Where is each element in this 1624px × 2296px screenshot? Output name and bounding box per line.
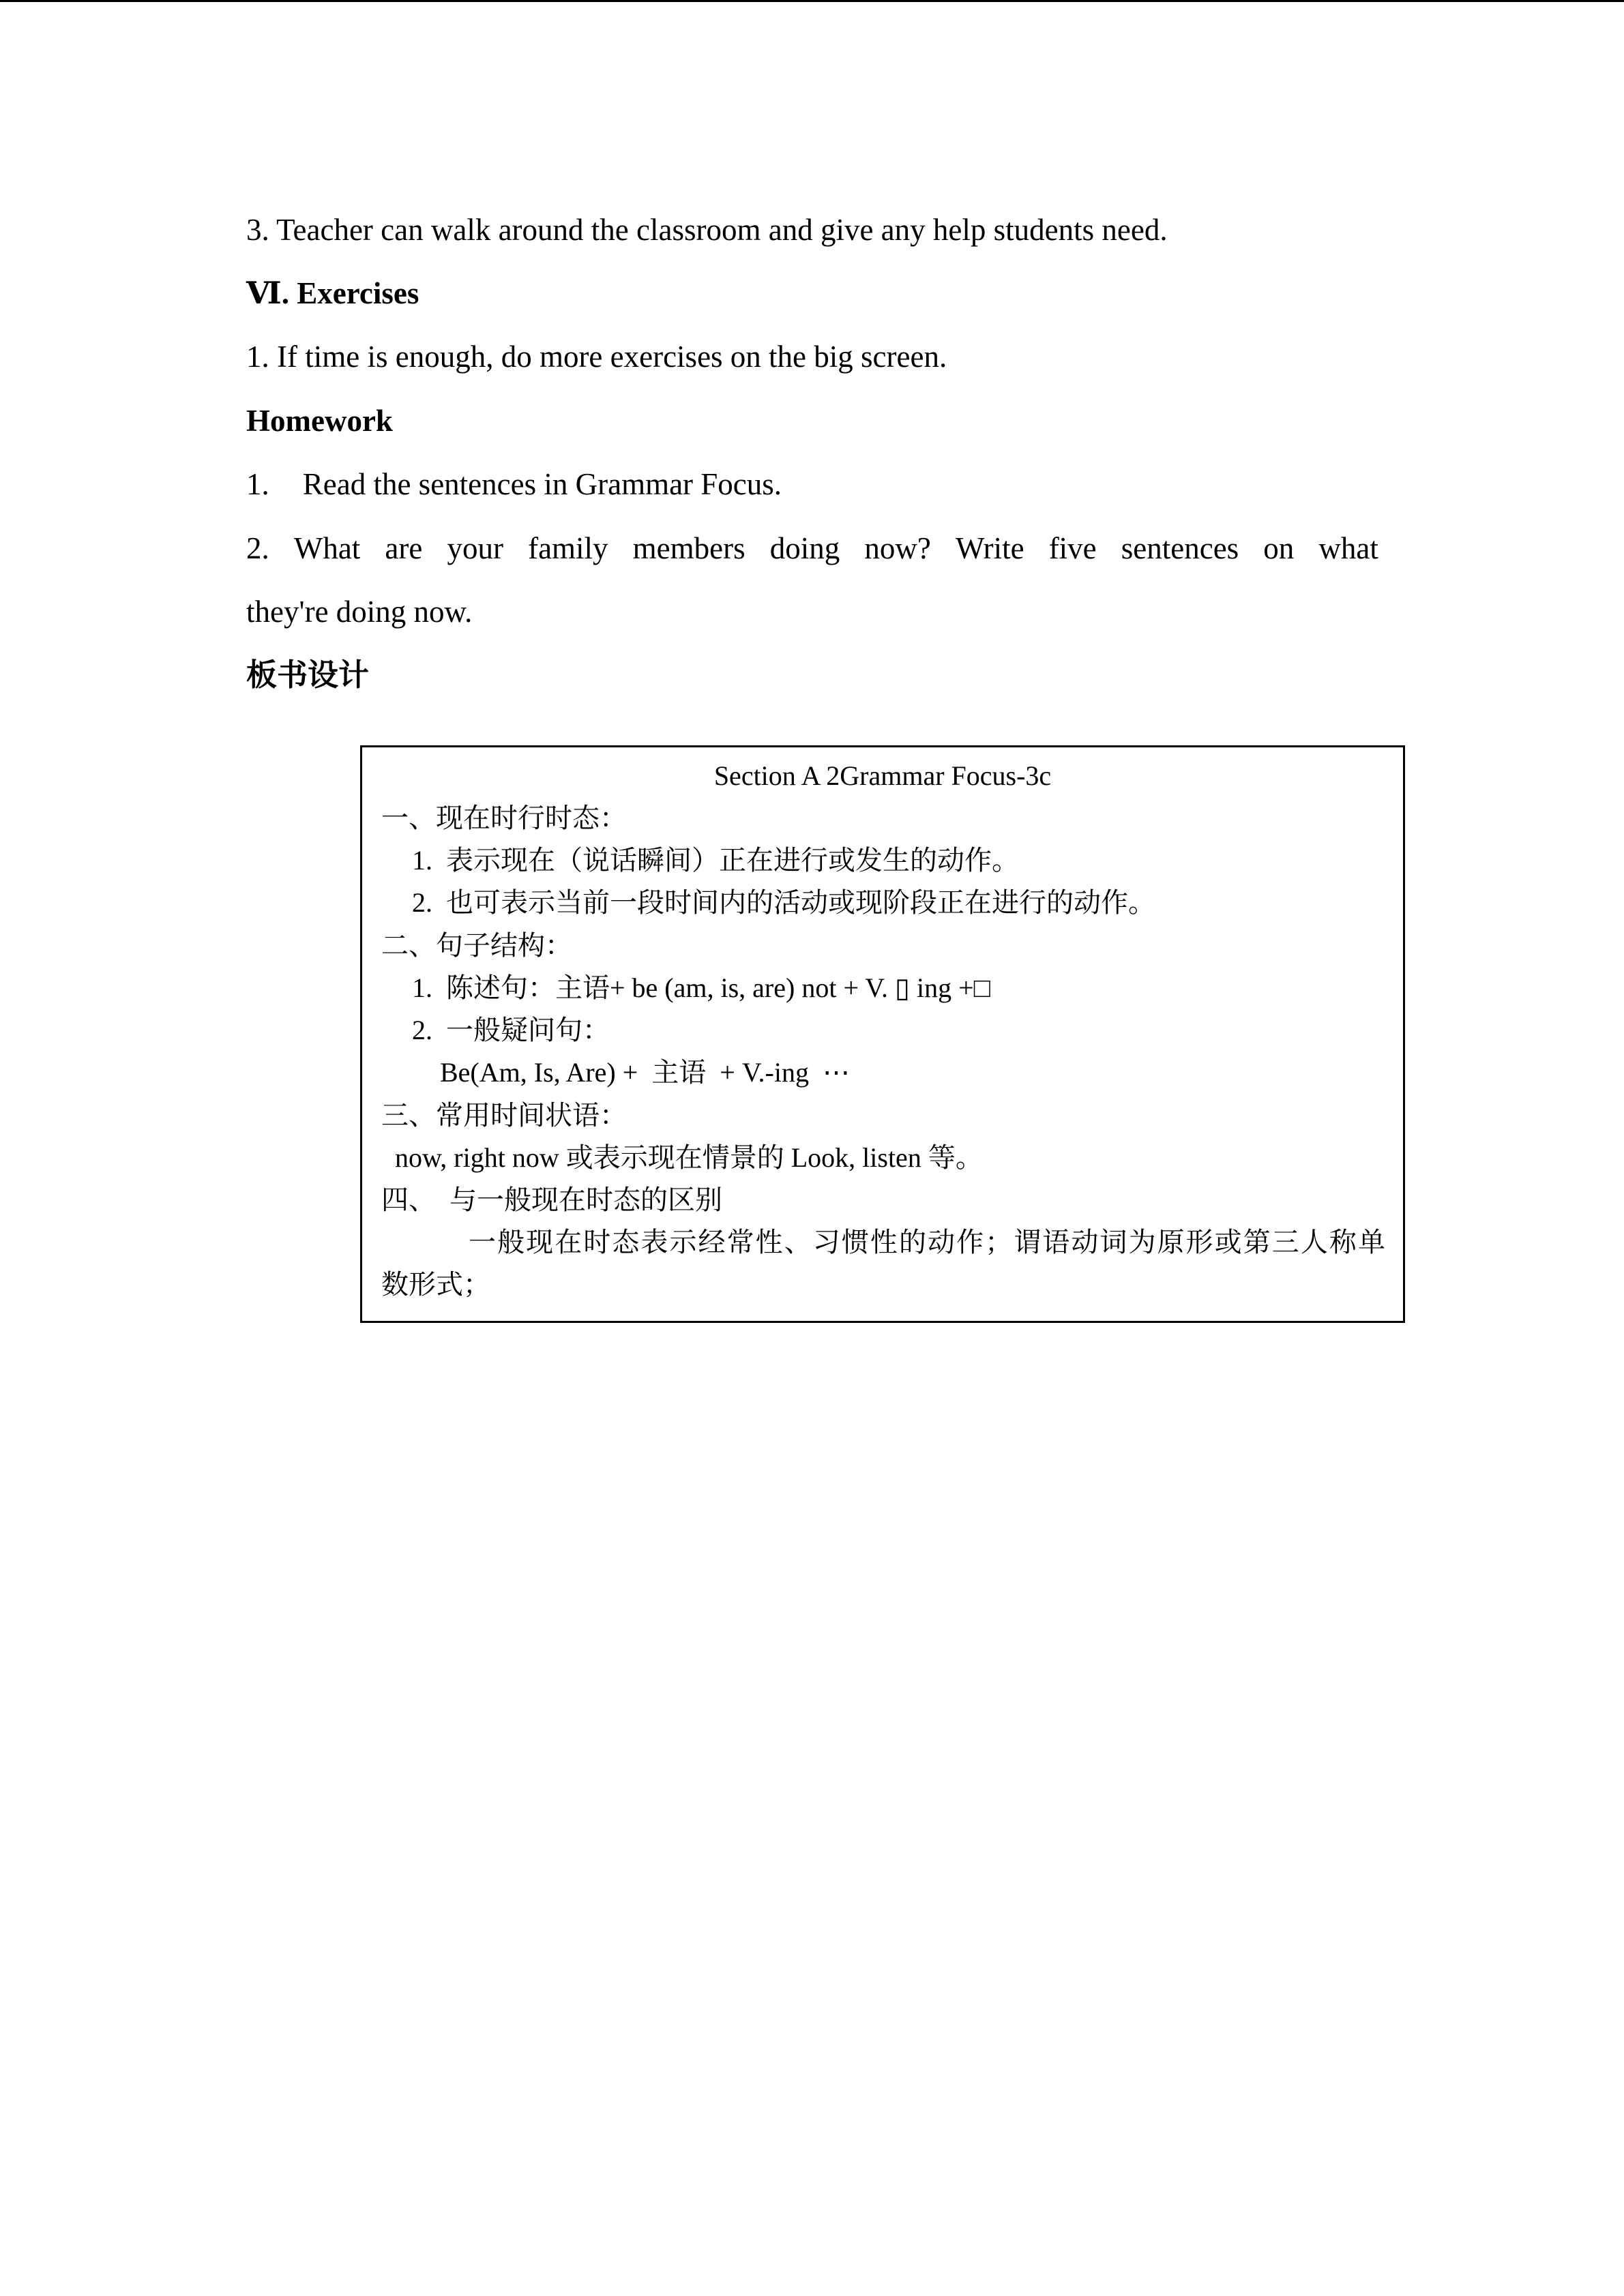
homework-heading: Homework [246,404,393,438]
board-char: 示 [669,1227,697,1257]
board-char: 表 [640,1227,668,1257]
board-char: 性 [870,1227,898,1257]
board-last-paragraph [469,1225,1385,1259]
board-char: 在 [555,1227,582,1257]
board-char: 称 [1329,1227,1357,1257]
board-line: 1. 表示现在（说话瞬间）正在进行或发生的动作。 [412,845,1019,876]
board-char: 经 [698,1227,726,1257]
homework-item-1-text: Read the sentences in Grammar Focus. [302,467,782,501]
homework-item-2-continuation: they're doing now. [246,595,473,629]
board-char: 谓 [1014,1227,1042,1257]
board-line: 四、 与一般现在时态的区别 [381,1184,722,1215]
board-char: 第 [1243,1227,1271,1257]
board-char: 一 [469,1227,496,1257]
homework-item-2-word: members [632,531,745,565]
board-char: 为 [1128,1227,1156,1257]
board-char: 性 [755,1227,783,1257]
homework-item-2-word: what [1318,531,1378,565]
homework-item-2 [246,529,1378,567]
board-line: 1. 陈述句：主语+ be (am, is, are) not + V. ▯ ing +□ [412,972,990,1003]
page-top-border [0,0,1624,2]
board-line: 二、句子结构： [381,930,572,961]
homework-item-2-word: five [1048,531,1097,565]
board-char: 时 [583,1227,611,1257]
homework-item-2-word: your [447,531,503,565]
board-char: 词 [1099,1227,1127,1257]
board-line: 2. 一般疑问句： [412,1015,610,1045]
board-char: 形 [1185,1227,1213,1257]
homework-item-2-word: sentences [1121,531,1239,565]
homework-item-1 [246,465,782,503]
exercises-heading: Ⅵ. Exercises [246,276,419,310]
homework-item-2-word: family [528,531,608,565]
board-design-heading: 板书设计 [246,658,370,692]
board-char: 的 [898,1227,926,1257]
board-line: 2. 也可表示当前一段时间内的活动或现阶段正在进行的动作。 [412,887,1155,918]
board-line: Be(Am, Is, Are) + 主语 + V.-ing ⋯ [440,1057,850,1088]
homework-item-2-word: doing [769,531,840,565]
board-char: 语 [1042,1227,1070,1257]
homework-item-1-number: 1. [246,467,269,501]
board-char: 动 [928,1227,955,1257]
board-line: 三、常用时间状语： [381,1100,627,1131]
board-char: 常 [726,1227,754,1257]
board-char: ； [985,1227,1013,1257]
homework-item-2-word: Write [955,531,1024,565]
board-char: 动 [1071,1227,1099,1257]
homework-item-2-word: now? [864,531,931,565]
board-char: 习 [812,1227,840,1257]
board-char: 、 [784,1227,812,1257]
board-char: 三 [1271,1227,1299,1257]
board-last-paragraph-continuation: 数形式； [381,1269,490,1300]
board-char: 人 [1300,1227,1328,1257]
board-char: 单 [1357,1227,1385,1257]
teacher-note: 3. Teacher can walk around the classroom and give any help students need. [246,213,1168,247]
board-char: 原 [1157,1227,1185,1257]
board-char: 或 [1214,1227,1242,1257]
board-char: 态 [612,1227,640,1257]
board-design-box [360,745,1405,1323]
board-char: 惯 [841,1227,869,1257]
board-char: 现 [526,1227,554,1257]
exercise-item-1: 1. If time is enough, do more exercises on the big screen. [246,340,947,374]
homework-item-2-word: What [293,531,361,565]
board-line: now, right now 或表示现在情景的 Look, listen 等。 [395,1142,983,1173]
homework-item-2-word: 2. [246,531,269,565]
homework-item-2-word: on [1263,531,1295,565]
homework-item-2-word: are [385,531,423,565]
board-char: 作 [956,1227,984,1257]
board-char: 般 [497,1227,525,1257]
board-line: 一、现在时行时态： [381,803,627,833]
board-title: Section A 2Grammar Focus-3c [713,760,1052,791]
